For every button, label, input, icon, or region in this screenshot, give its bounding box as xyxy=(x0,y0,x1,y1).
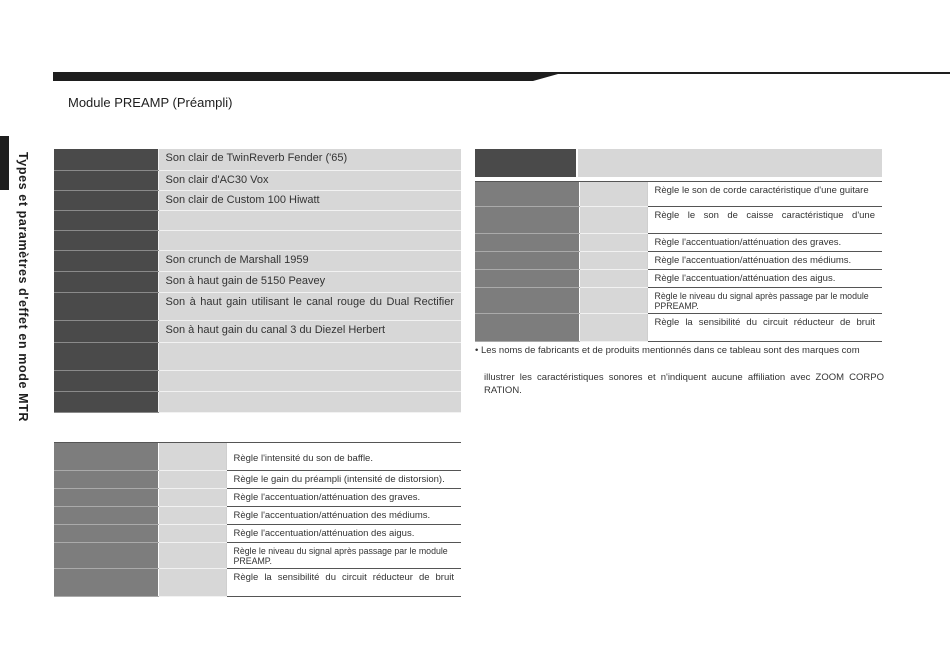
table-row xyxy=(54,543,461,569)
param-desc-cell: Règle l'accentuation/atténuation des médiums. xyxy=(647,252,882,270)
parameters-table-left xyxy=(54,442,461,597)
header-bar xyxy=(53,72,950,81)
table-row xyxy=(54,210,461,230)
param-range-cell xyxy=(579,182,647,207)
type-desc-cell: Son crunch de Marshall 1959 xyxy=(158,250,461,271)
table-row xyxy=(475,234,882,252)
type-desc-cell xyxy=(158,342,461,370)
table-row xyxy=(54,292,461,320)
param-range-cell xyxy=(158,507,226,525)
right-header-table xyxy=(475,149,882,177)
param-desc-cell: Règle le son de caisse caractéristique d'une xyxy=(647,207,882,234)
amp-types-table xyxy=(54,149,461,413)
param-desc-cell: Règle le niveau du signal après passage par le module PREAMP. xyxy=(226,543,461,569)
param-name-cell xyxy=(475,270,579,288)
table-row xyxy=(54,342,461,370)
param-name-cell xyxy=(54,525,158,543)
param-range-cell xyxy=(579,234,647,252)
type-name-cell xyxy=(54,342,158,370)
param-desc-cell: Règle le niveau du signal après passage par le module PPREAMP. xyxy=(647,288,882,314)
param-name-cell xyxy=(54,507,158,525)
type-name-cell xyxy=(54,170,158,190)
type-desc-cell xyxy=(158,391,461,412)
type-desc-cell: Son clair de Custom 100 Hiwatt xyxy=(158,190,461,210)
param-name-cell xyxy=(54,471,158,489)
footnote xyxy=(475,345,885,396)
table-row xyxy=(475,252,882,270)
type-desc-cell: Son clair de TwinReverb Fender ('65) xyxy=(158,149,461,170)
type-desc-cell xyxy=(158,210,461,230)
param-desc-cell: Règle l'accentuation/atténuation des aigus. xyxy=(226,525,461,543)
footnote-continuation xyxy=(484,371,884,397)
table-row xyxy=(54,391,461,412)
table-row xyxy=(54,507,461,525)
type-desc-cell xyxy=(158,230,461,250)
param-range-cell xyxy=(158,543,226,569)
table-row xyxy=(475,182,882,207)
param-name-cell xyxy=(475,314,579,342)
param-range-cell xyxy=(158,489,226,507)
param-name-cell xyxy=(54,569,158,597)
type-name-cell xyxy=(54,210,158,230)
type-desc-cell: Son à haut gain utilisant le canal rouge du Dual Rectifier xyxy=(158,292,461,320)
type-name-cell xyxy=(54,292,158,320)
param-desc-cell: Règle l'intensité du son de baffle. xyxy=(226,443,461,471)
param-range-cell xyxy=(579,252,647,270)
side-tab-marker xyxy=(0,136,9,190)
param-desc-cell: Règle l'accentuation/atténuation des aigus. xyxy=(647,270,882,288)
param-name-cell xyxy=(54,543,158,569)
param-name-cell xyxy=(475,234,579,252)
table-row xyxy=(54,271,461,292)
param-desc-cell: Règle l'accentuation/atténuation des médiums. xyxy=(226,507,461,525)
type-name-cell xyxy=(54,230,158,250)
param-name-cell xyxy=(475,288,579,314)
type-desc-cell xyxy=(158,370,461,391)
table-row xyxy=(475,288,882,314)
type-name-cell xyxy=(54,391,158,412)
param-name-cell xyxy=(475,252,579,270)
param-range-cell xyxy=(579,288,647,314)
right-header-name xyxy=(475,149,577,177)
table-row xyxy=(54,370,461,391)
param-desc-cell: Règle le gain du préampli (intensité de distorsion). xyxy=(226,471,461,489)
table-row xyxy=(54,230,461,250)
param-desc-cell: Règle le son de corde caractéristique d'une guitare xyxy=(647,182,882,207)
table-row xyxy=(54,569,461,597)
param-range-cell xyxy=(579,314,647,342)
table-row xyxy=(475,149,882,177)
param-desc-cell: Règle l'accentuation/atténuation des graves. xyxy=(226,489,461,507)
table-row xyxy=(475,314,882,342)
table-row xyxy=(54,489,461,507)
type-desc-cell: Son clair d'AC30 Vox xyxy=(158,170,461,190)
param-desc-cell: Règle la sensibilité du circuit réducteur de bruit xyxy=(226,569,461,597)
type-name-cell xyxy=(54,370,158,391)
param-range-cell xyxy=(579,207,647,234)
type-name-cell xyxy=(54,149,158,170)
table-row xyxy=(54,443,461,471)
table-row xyxy=(475,207,882,234)
table-row xyxy=(54,170,461,190)
footnote-line-1: • Les noms de fabricants et de produits mentionnés dans ce tableau sont des marques com xyxy=(475,345,860,356)
type-desc-cell: Son à haut gain de 5150 Peavey xyxy=(158,271,461,292)
param-name-cell xyxy=(54,443,158,471)
table-row xyxy=(54,149,461,170)
param-range-cell xyxy=(158,443,226,471)
footnote-line-3: RATION. xyxy=(484,385,522,396)
parameters-table-right xyxy=(475,181,882,342)
table-row xyxy=(54,525,461,543)
type-name-cell xyxy=(54,271,158,292)
param-range-cell xyxy=(579,270,647,288)
param-desc-cell: Règle l'accentuation/atténuation des graves. xyxy=(647,234,882,252)
param-range-cell xyxy=(158,569,226,597)
param-name-cell xyxy=(54,489,158,507)
param-name-cell xyxy=(475,182,579,207)
param-name-cell xyxy=(475,207,579,234)
side-chapter-label: Types et paramètres d'effet en mode MTR xyxy=(16,152,30,422)
type-name-cell xyxy=(54,320,158,342)
type-name-cell xyxy=(54,250,158,271)
section-title: Module PREAMP (Préampli) xyxy=(68,95,233,110)
param-desc-cell: Règle la sensibilité du circuit réducteur de bruit xyxy=(647,314,882,342)
table-row xyxy=(54,250,461,271)
param-range-cell xyxy=(158,525,226,543)
type-desc-cell: Son à haut gain du canal 3 du Diezel Herbert xyxy=(158,320,461,342)
table-row xyxy=(475,270,882,288)
table-row xyxy=(54,190,461,210)
right-header-desc xyxy=(577,149,882,177)
type-name-cell xyxy=(54,190,158,210)
footnote-line-2: illustrer les caractéristiques sonores et n'indiquent aucune affiliation avec ZOOM CORPO xyxy=(484,372,884,383)
table-row xyxy=(54,320,461,342)
table-row xyxy=(54,471,461,489)
param-range-cell xyxy=(158,471,226,489)
